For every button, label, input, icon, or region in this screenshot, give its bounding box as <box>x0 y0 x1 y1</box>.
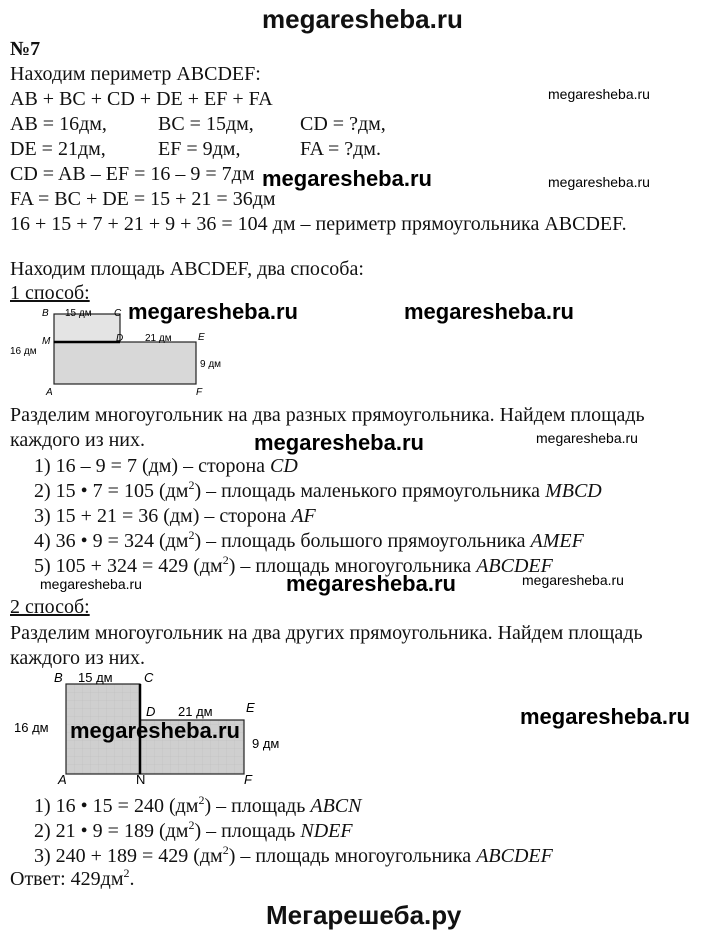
given-fa: FA = ?дм. <box>300 138 381 160</box>
given-ef: EF = 9дм, <box>158 138 241 160</box>
label-a: A <box>46 387 53 396</box>
given-de: DE = 21дм, <box>10 138 106 160</box>
watermark: megaresheba.ru <box>520 704 690 729</box>
method1-step-4: 4) 36 • 9 = 324 $(дм^2)$ – площадь большого прямоугольника AMEF <box>34 528 584 552</box>
label-ef: 9 дм <box>252 736 280 751</box>
method2-title: 2 способ: <box>10 596 90 618</box>
method1-step-1: 1) 16 – 9 = 7 (дм) – сторона CD <box>34 455 298 477</box>
watermark: megaresheba.ru <box>404 299 574 324</box>
watermark: megaresheba.ru <box>548 174 650 190</box>
label-ab: 16 дм <box>10 346 37 357</box>
label-a: A <box>58 772 67 786</box>
label-de: 21 дм <box>178 704 213 719</box>
label-n: N <box>136 772 146 786</box>
method2-step-3: 3) 240 + 189 = 429 $(дм^2)$ – площадь многоугольника ABCDEF <box>34 843 553 867</box>
watermark: megaresheba.ru <box>286 571 456 596</box>
task-number: №7 <box>10 38 41 60</box>
method2-desc-2: каждого из них. <box>10 647 145 669</box>
label-b: B <box>54 670 63 685</box>
method1-step-5: 5) 105 + 324 = 429 $(дм^2)$ – площадь многоугольника ABCDEF <box>34 553 553 577</box>
given-cd: CD = ?дм, <box>300 113 386 135</box>
watermark: megaresheba.ru <box>548 86 650 102</box>
fa-calculation: FA = BC + DE = 15 + 21 = 36дм <box>10 188 276 210</box>
label-f: F <box>196 387 203 396</box>
method1-title: 1 способ: <box>10 282 90 304</box>
perimeter-formula: AB + BC + CD + DE + EF + FA <box>10 88 273 110</box>
watermark: megaresheba.ru <box>536 430 638 446</box>
label-c: C <box>114 308 122 319</box>
method2-desc-1: Разделим многоугольник на два других прямоугольника. Найдем площадь <box>10 622 643 644</box>
watermark: megaresheba.ru <box>70 718 240 743</box>
watermark: megaresheba.ru <box>40 576 142 592</box>
method1-desc-2: каждого из них. <box>10 429 145 451</box>
method2-step-1: 1) 16 • 15 = 240 $(дм^2)$ – площадь ABCN <box>34 793 362 817</box>
label-bc: 15 дм <box>65 308 92 319</box>
cd-calculation: CD = AB – EF = 16 – 9 = 7дм <box>10 163 255 185</box>
given-bc: BC = 15дм, <box>158 113 254 135</box>
watermark: megaresheba.ru <box>522 572 624 588</box>
given-ab: AB = 16дм, <box>10 113 107 135</box>
label-d: D <box>146 704 156 719</box>
perimeter-intro: Находим периметр ABCDEF: <box>10 63 261 85</box>
label-ef: 9 дм <box>200 359 222 370</box>
label-f: F <box>244 772 252 786</box>
area-intro: Находим площадь ABCDEF, два способа: <box>10 258 364 280</box>
watermark: megaresheba.ru <box>254 430 424 455</box>
watermark: megaresheba.ru <box>262 166 432 191</box>
perimeter-result: 16 + 15 + 7 + 21 + 9 + 36 = 104 дм – периметр прямоугольника ABCDEF. <box>10 213 627 235</box>
method1-desc-1: Разделим многоугольник на два разных прямоугольника. Найдем площадь <box>10 404 645 426</box>
label-e: E <box>198 332 205 343</box>
label-d: D <box>116 333 124 344</box>
label-b: B <box>42 308 49 319</box>
method2-step-2: 2) 21 • 9 = 189 $(дм^2)$ – площадь NDEF <box>34 818 353 842</box>
site-footer: Мегарешеба.ру <box>266 900 462 930</box>
watermark: megaresheba.ru <box>128 299 298 324</box>
site-header: megaresheba.ru <box>262 4 463 34</box>
label-bc: 15 дм <box>78 670 113 685</box>
method1-step-2: 2) 15 • 7 = 105 $(дм^2)$ – площадь маленького прямоугольника MBCD <box>34 478 602 502</box>
label-de: 21 дм <box>145 333 172 344</box>
method1-step-3: 3) 15 + 21 = 36 (дм) – сторона AF <box>34 505 316 527</box>
label-e: E <box>246 700 255 715</box>
answer: Ответ: $429дм^2$. <box>10 866 135 890</box>
label-c: C <box>144 670 154 685</box>
label-ab: 16 дм <box>14 720 49 735</box>
label-m: M <box>42 336 51 347</box>
